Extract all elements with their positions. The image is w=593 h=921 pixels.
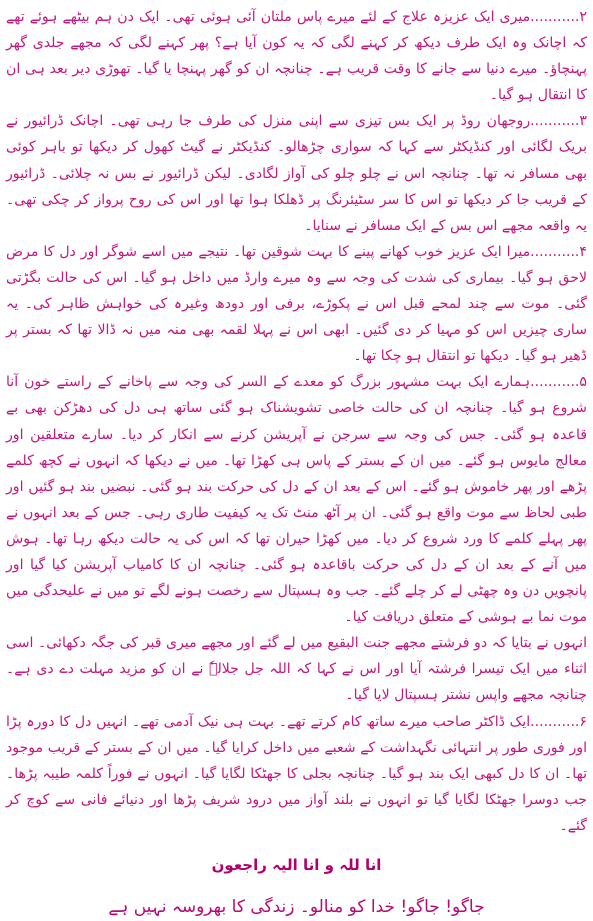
paragraph-5-continued: انہوں نے بتایا کہ دو فرشتے مجھے جنت البقیع میں لے گئے اور مجھے میری قبر کی جگہ دکھائی۔ اسی اثناء میں ایک تیسرا فرشتہ آیا اور اس نے کہا کہ اللہ جل جلالہٗ نے ان کو مزید مہلت دے دی ہے۔ چنانچہ مجھے واپس نشتر ہسپتال لایا گیا۔ <box>6 635 587 704</box>
paragraph-5: ۵...........ہمارے ایک بہت مشہور بزرگ کو معدے کے السر کی وجہ سے پاخانے کے راستے خون آنا شروع ہو گیا۔ چنانچہ ان کی حالت خاصی تشویشناک ہو گئی ساتھ ہی دل کی دھڑکن بھی بے قاعدہ ہو گئی۔ جس کی وجہ سے سرجن نے آپریشن کرنے سے انکار کر دیا۔ سارے متعلقین اور معالج مایوس ہو گئے۔ میں ان کے بستر کے پاس ہی کھڑا تھا۔ میں نے دیکھا کہ انہوں نے کچھ کلمے پڑھے اور پھر خاموش ہو گئے۔ اس کے بعد ان کے دل کی حرکت بند ہو گئی۔ نبضیں بند ہو گئیں اور طبی لحاظ سے موت واقع ہو گئی۔ ان پر آٹھ منٹ تک یہ کیفیت طاری رہی۔ جس کے بعد انہوں نے پھر پہلے کلمے کا ورد شروع کر دیا۔ میں کھڑا حیران تھا کہ اس کی یہ حالت دیکھ رہا تھا۔ ہوش میں آنے کے بعد ان کے دل کی حرکت باقاعدہ ہو گئی۔ چنانچہ ان کا کامیاب آپریشن کیا گیا اور پانچویں دن وہ چھٹی لے کر چلے گئے۔ جب وہ ہسپتال سے رخصت ہونے لگے تو میں نے علیحدگی میں موت نما بے ہوشی کے متعلق دریافت کیا۔ <box>6 374 587 626</box>
closing-exhortation: جاگو! جاگو! خدا کو منالو۔ زندگی کا بھروسہ نہیں ہے <box>108 897 485 917</box>
paragraph-4: ۴...........میرا ایک عزیز خوب کھانے پینے کا بہت شوقین تھا۔ نتیجے میں اسے شوگر اور دل کا مرض لاحق ہو گیا۔ بیماری کی شدت کی وجہ سے وہ میرے وارڈ میں داخل ہو گیا۔ اس کی حالت بگڑتی گئی۔ موت سے چند لمحے قبل اس نے پکوڑے، برفی اور دودھ وغیرہ کی خواہش ظاہر کی۔ یہ ساری چیزیں اس کو مہیا کر دی گئیں۔ ابھی اس نے پہلا لقمہ بھی منہ میں نہ ڈالا تھا کہ بستر پر ڈھیر ہو گیا۔ دیکھا تو انتقال ہو چکا تھا۔ <box>6 243 587 365</box>
paragraph-3: ۳...........روجھان روڈ پر ایک بس تیزی سے اپنی منزل کی طرف جا رہی تھی۔ اچانک ڈرائیور نے بریک لگائی اور کنڈیکٹر سے کہا کہ سواری چڑھالو۔ کنڈیکٹر نے گیٹ کھول کر دیکھا تو باہر کوئی بھی مسافر نہ تھا۔ چنانچہ اس نے چلو چلو کی آواز لگادی۔ لیکن ڈرائیور نے بس نہ چلائی۔ ڈرائیور کے قریب جا کر دیکھا تو اس کا سر سٹیئرنگ پر ڈھلکا ہوا تھا اور اس کی روح پرواز کر چکی تھی۔ یہ واقعہ مجھے اس بس کے ایک مسافر نے سنایا۔ <box>6 113 587 234</box>
closing-block <box>6 851 587 921</box>
paragraph-2: ۲...........میری ایک عزیزہ علاج کے لئے میرے پاس ملتان آئی ہوئی تھی۔ ایک دن ہم بیٹھے ہوئے تھے کہ اچانک وہ ایک طرف دیکھ کر کہنے لگی کہ یہ کون آیا ہے؟ پھر کہنے لگی کہ مجھے جلدی گھر پہنچاؤ۔ میرے دنیا سے جانے کا وقت قریب ہے۔ چنانچہ ان کو گھر پہنچا یا گیا۔ تھوڑی دیر بعد ہی ان کا انتقال ہو گیا۔ <box>6 9 587 104</box>
paragraph-6: ۶...........ایک ڈاکٹر صاحب میرے ساتھ کام کرتے تھے۔ بہت ہی نیک آدمی تھے۔ انہیں دل کا دورہ پڑا اور فوری طور پر انتہائی نگہداشت کے شعبے میں داخل کرایا گیا۔ میں ان کے بستر کے قریب موجود تھا۔ ان کا دل کبھی ایک بند ہو گیا۔ چنانچہ بجلی کا جھٹکا لگایا گیا۔ انہوں نے فوراً کلمہ طیبہ پڑھا۔ جب دوسرا جھٹکا لگایا گیا تو انہوں نے بلند آواز میں درود شریف پڑھا اور دنیائے فانی سے کوچ کر گئے۔ <box>6 713 587 834</box>
closing-dua: انا للہ و انا الیہ راجعون <box>211 856 382 874</box>
